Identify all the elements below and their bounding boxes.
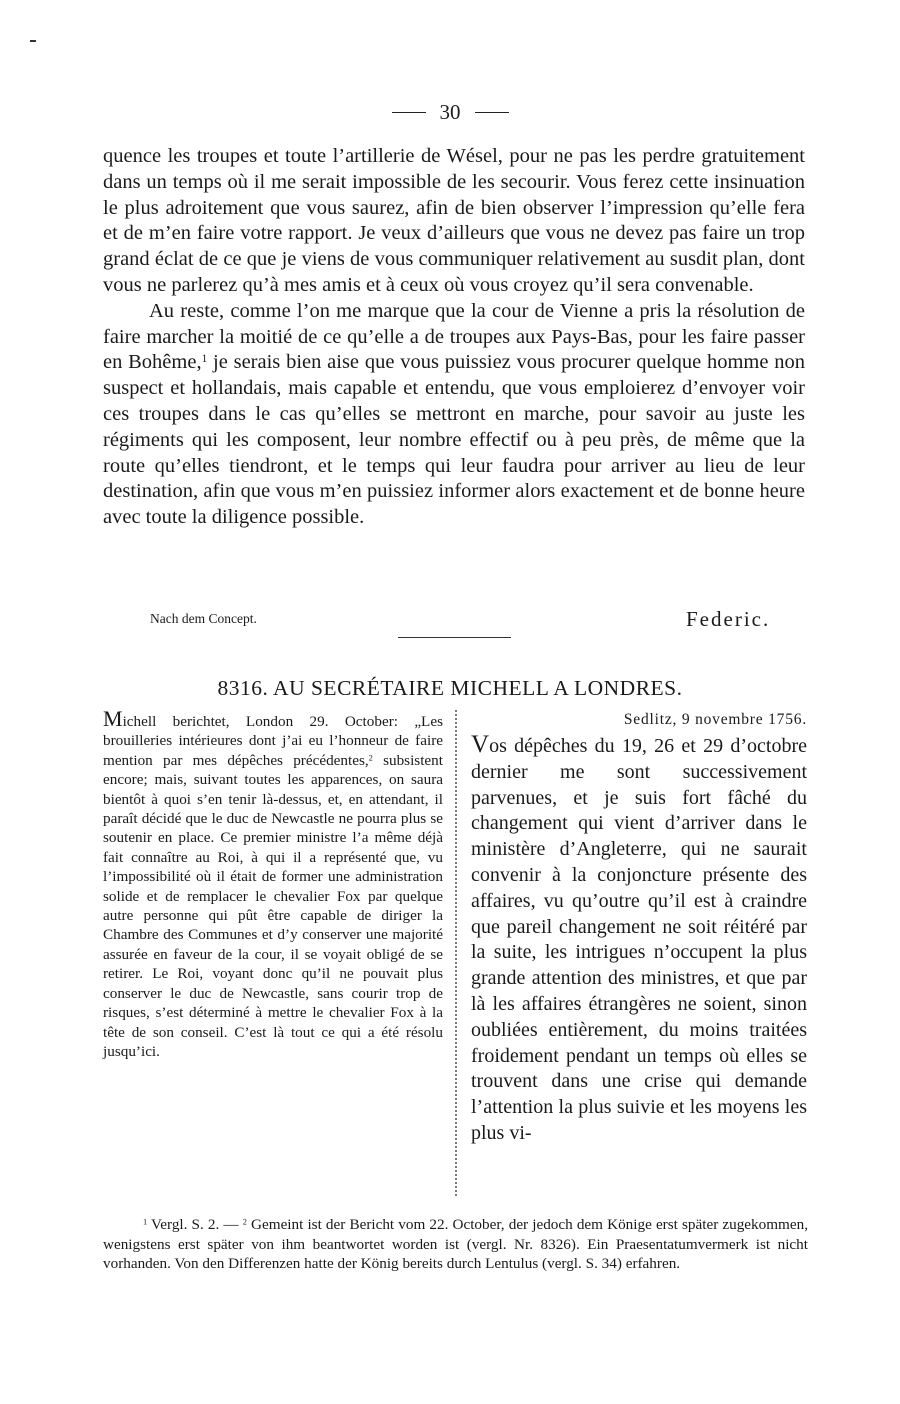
source-note: Nach dem Concept. <box>150 611 257 626</box>
footnote-ref-1: 1 <box>201 353 208 366</box>
left-initial: M <box>103 706 123 731</box>
footnote-block <box>103 1215 808 1274</box>
header-dash-right <box>475 112 509 113</box>
right-text: os dépêches du 19, 26 et 29 d’octobre dernier me sont successivement parvenues, et je suis fort fâché du changement qui vient d’arriver dans le ministère d’Angleterre, qui ne saurait convenir à la conjoncture présente des affaires, vu qu’outre qu’il est à craindre que pareil changement ne soit réitéré par la suite, les intrigues n’occupent la plus grande attention des ministres, et que par là les affaires étrangères ne soient, sinon oubliées entièrement, du moins traitées froidement pendant un temps où elles se trouvent dans une crise qui demande l’attention la plus suivie et les moyens les plus vi- <box>471 735 807 1144</box>
main-paragraph-2 <box>103 299 805 531</box>
footnote-2-mark: 2 <box>242 1217 247 1227</box>
column-divider <box>455 710 457 1196</box>
footnote-1-mark: 1 <box>143 1217 148 1227</box>
main-text <box>103 144 805 531</box>
left-text-part-1: ichell berichtet, London 29. October: „Les brouilleries intérieures dont j’ai eu l’honneur de faire mention par mes dépêches précédentes, <box>103 713 443 769</box>
left-column-text <box>103 706 443 1061</box>
page-number: 30 <box>439 100 461 124</box>
header-dash-left <box>392 112 426 113</box>
right-initial: V <box>471 731 490 758</box>
dateline: Sedlitz, 9 novembre 1756. <box>623 711 807 728</box>
right-column-text <box>471 732 807 1147</box>
signature: Federic. <box>686 607 771 631</box>
left-text-part-2: subsistent encore; mais, suivant toutes les apparences, on saura bientôt à quoi s’en tenir là-dessus, et, en attendant, il paraît décidé que le duc de Newcastle ne pourra plus se soutenir en place. Ce premier ministre l’a même déjà fait connaître au Roi, à qui il a représenté que, vu l’impossibilité où il était de former une administration solide et de remplacer le chevalier Fox par quelque autre personne qui pût être capable de diriger la Chambre des Communes et d’y conserver une majorité assurée en faveur de la cour, il se voyait obligé de se retirer. Le Roi, voyant donc qu’il ne pouvait plus conserver le duc de Newcastle, sans courir trop de risques, s’est déterminé à mettre le chevalier Fox à la tête de son conseil. C’est là tout ce qui a été résolu jusqu’ici. <box>103 751 443 1060</box>
main-paragraph-1: quence les troupes et toute l’artillerie de Wésel, pour ne pas les perdre gratuitement dans un temps où il me serait impossible de les secourir. Vous ferez cette insinuation le plus adroitement que vous saurez, afin de bien observer l’impression qu’elle fera et de m’en faire votre rapport. Je veux d’ailleurs que vous ne devez pas faire un trop grand éclat de ce que je viens de vous communiquer relativement au susdit plan, dont vous ne parlerez qu’à mes amis et à ceux où vous croyez qu’il sera convenable. <box>103 145 805 296</box>
page-header <box>0 100 900 125</box>
footnote-2-text: Gemeint ist der Bericht vom 22. October, der jedoch dem Könige erst später zugekommen, wenigstens erst später von ihm beantwortet worden ist (vergl. Nr. 8326). Ein Praesentatumvermerk ist nicht vorhanden. Von den Differenzen hatte der König bereits durch Lentulus (vergl. S. 34) erfahren. <box>103 1216 808 1273</box>
margin-mark <box>30 40 36 42</box>
main-paragraph-2-part-2: je serais bien aise que vous puissiez vous procurer quelque homme non suspect et hollandais, mais capable et entendu, que vous emploierez d’envoyer voir ces troupes dans le cas qu’elles se mettront en marche, pour savoir au juste les régiments qui les composent, leur nombre effectif ou à peu près, de même que la route qu’elles tiendront, et le temps qui leur faudra pour arriver au lieu de leur destination, afin que vous m’en puissiez informer alors exactement et de bonne heure avec toute la diligence possible. <box>103 351 806 529</box>
main-paragraph-2-part-1: Au reste, comme l’on me marque que la cour de Vienne a pris la résolution de faire marcher la moitié de ce qu’elle a de troupes aux Pays-Bas, pour les faire passer en Bohême, <box>103 299 805 374</box>
right-column <box>471 710 807 1147</box>
footnote-1-text: Vergl. S. 2. — <box>147 1216 243 1233</box>
footnotes <box>103 1215 808 1274</box>
left-column <box>103 706 443 1061</box>
section-divider <box>398 637 511 638</box>
document-heading: 8316. AU SECRÉTAIRE MICHELL A LONDRES. <box>217 676 683 700</box>
footnote-ref-2: 2 <box>368 753 373 763</box>
